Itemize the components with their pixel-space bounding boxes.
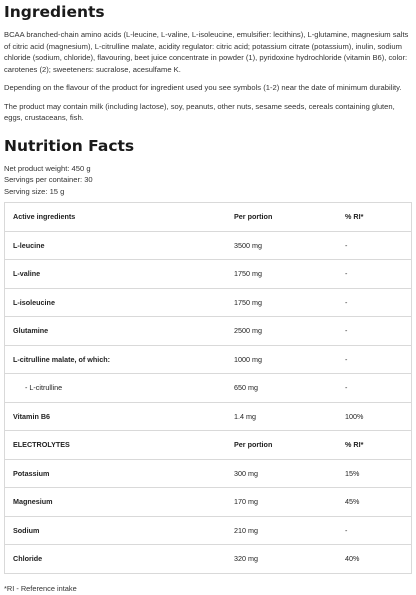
row-amount: 1.4 mg — [234, 411, 256, 421]
table-row — [4, 346, 412, 375]
table-row — [4, 403, 412, 432]
row-ri: - — [345, 240, 348, 250]
row-ri: - — [345, 269, 348, 279]
row-amount: 1750 mg — [234, 269, 262, 279]
nutrition-heading: Nutrition Facts — [4, 136, 135, 155]
row-name: L-valine — [13, 269, 41, 279]
row-ri: - — [345, 354, 348, 364]
table-row — [4, 289, 412, 318]
row-amount: 210 mg — [234, 525, 258, 535]
row-name: Potassium — [13, 468, 50, 478]
row-ri: 40% — [345, 554, 360, 564]
row-amount: 170 mg — [234, 497, 258, 507]
row-name: Glutamine — [13, 326, 49, 336]
serving-size: Serving size: 15 g — [4, 186, 65, 196]
active-header-row — [4, 203, 412, 232]
table-row — [4, 488, 412, 517]
net-weight: Net product weight: 450 g — [4, 163, 91, 173]
active-header-name: Active ingredients — [13, 212, 76, 222]
row-amount: 1750 mg — [234, 297, 262, 307]
row-name: Chloride — [13, 554, 43, 564]
row-ri: - — [345, 326, 348, 336]
active-header-portion: Per portion — [234, 212, 273, 222]
table-row — [4, 317, 412, 346]
row-amount: 300 mg — [234, 468, 258, 478]
row-ri: 45% — [345, 497, 360, 507]
row-name: L-citrulline malate, of which: — [13, 354, 111, 364]
row-name: Vitamin B6 — [13, 411, 51, 421]
flavour-note: Depending on the flavour of the product for ingredient used you see symbols (1-2) near the date of minimum durability. — [4, 83, 402, 92]
row-ri: - — [345, 383, 348, 393]
row-name: L-leucine — [13, 240, 45, 250]
row-name: Sodium — [13, 525, 40, 535]
table-row — [4, 460, 412, 489]
table-row — [4, 232, 412, 261]
reference-intake-footnote: *RI - Reference intake — [4, 583, 77, 593]
table-row — [4, 545, 412, 574]
row-amount: 3500 mg — [234, 240, 262, 250]
allergen-note: The product may contain milk (including lactose), soy, peanuts, other nuts, sesame seeds, cereals containing gluten, eggs, crustaceans, fish. — [4, 101, 395, 122]
nutrition-table — [4, 202, 412, 574]
row-amount: 1000 mg — [234, 354, 262, 364]
electrolytes-header-row — [4, 431, 412, 460]
row-ri: 100% — [345, 411, 364, 421]
table-row — [4, 374, 412, 403]
electrolytes-header-ri: % RI* — [345, 440, 364, 450]
ingredients-text: BCAA branched-chain amino acids (L-leucine, L-valine, L-isoleucine, emulsifier: lecithins), L-glutamine, magnesium salts of citric acid (magnesium), L-citrulline malate, acidity regulator: citric acid; potassium citrate (potassium), inulin, sodium chloride (sodium, chloride), flavouring, beet juice concentrate in powder (1), pyridoxine hydrochloride (vitamin B6), color: carotenes (2); sweeteners: sucralose, acesulfame K. — [4, 30, 409, 74]
ingredients-heading: Ingredients — [4, 3, 105, 21]
row-name: Magnesium — [13, 497, 53, 507]
table-row — [4, 517, 412, 546]
row-name: L-isoleucine — [13, 297, 55, 307]
row-amount: 650 mg — [234, 383, 258, 393]
row-ri: - — [345, 525, 348, 535]
row-ri: 15% — [345, 468, 360, 478]
row-amount: 320 mg — [234, 554, 258, 564]
servings-per-container: Servings per container: 30 — [4, 175, 93, 184]
row-ri: - — [345, 297, 348, 307]
electrolytes-header-portion: Per portion — [234, 440, 273, 450]
active-header-ri: % RI* — [345, 212, 364, 222]
row-amount: 2500 mg — [234, 326, 262, 336]
row-name: - L-citrulline — [25, 383, 63, 393]
table-row — [4, 260, 412, 289]
electrolytes-header-name: ELECTROLYTES — [13, 440, 70, 450]
